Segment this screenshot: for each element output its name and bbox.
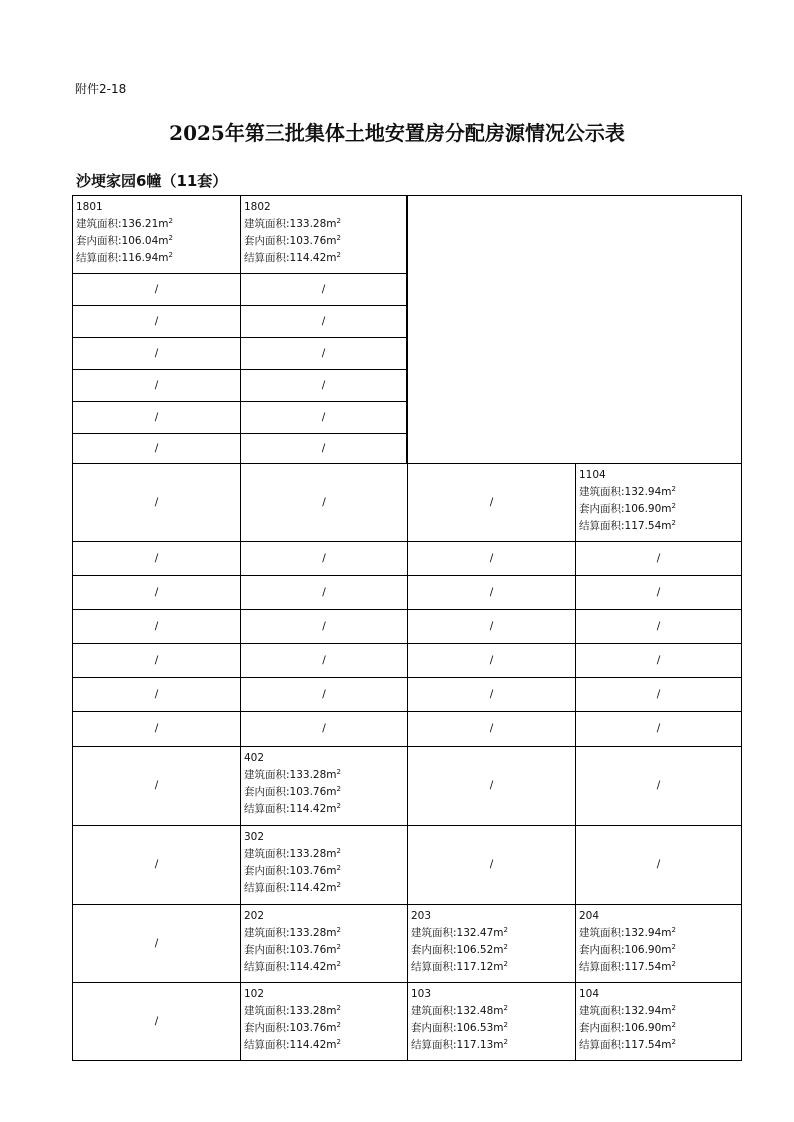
area-line: 套内面积$:103.76m^2$: [244, 234, 341, 247]
empty-mark: /: [489, 552, 494, 564]
empty-unit-cell: [575, 643, 742, 677]
empty-unit-cell: [72, 541, 240, 575]
area-line: 结算面积$:117.54m^2$: [579, 1038, 676, 1051]
empty-mark: /: [154, 1015, 159, 1027]
empty-unit-cell: [407, 609, 575, 643]
empty-unit-cell: [407, 711, 575, 746]
empty-unit-cell: [575, 677, 742, 711]
empty-unit-cell: [407, 463, 575, 541]
unit-cell-1801: [72, 195, 240, 273]
area-line: 建筑面积$:133.28m^2$: [244, 1004, 341, 1017]
unit-cell-302: [240, 825, 407, 904]
empty-unit-cell: [407, 541, 575, 575]
attachment-label: 附件2-18: [75, 82, 127, 96]
unit-number: 204: [579, 910, 600, 922]
empty-unit-cell: [575, 746, 742, 825]
empty-mark: /: [154, 779, 159, 792]
area-line: 结算面积$:114.42m^2$: [244, 881, 341, 894]
empty-unit-cell: [72, 711, 240, 746]
empty-mark: /: [656, 779, 661, 792]
building-subtitle: 沙埂家园6幢（11套）: [76, 172, 228, 190]
unit-number: 103: [411, 988, 432, 1000]
unit-cell-1802: [240, 195, 407, 273]
empty-mark: /: [489, 779, 494, 792]
area-line: 结算面积$:117.54m^2$: [579, 519, 676, 532]
empty-unit-cell: [72, 369, 240, 401]
area-line: 建筑面积$:132.47m^2$: [411, 926, 508, 939]
empty-unit-cell: [72, 677, 240, 711]
empty-unit-cell: [72, 463, 240, 541]
empty-mark: /: [154, 347, 159, 359]
page-title: 2025年第三批集体土地安置房分配房源情况公示表: [169, 121, 625, 145]
empty-mark: /: [322, 620, 326, 632]
empty-unit-cell: [240, 273, 407, 305]
empty-unit-cell: [240, 401, 407, 433]
empty-unit-cell: [72, 401, 240, 433]
empty-mark: /: [154, 654, 159, 666]
empty-mark: /: [656, 620, 661, 632]
empty-mark: /: [656, 858, 661, 871]
empty-mark: /: [322, 496, 326, 508]
empty-unit-cell: [240, 677, 407, 711]
empty-unit-cell: [240, 305, 407, 337]
area-line: 套内面积$:103.76m^2$: [244, 864, 341, 877]
empty-mark: /: [322, 586, 326, 598]
empty-unit-cell: [72, 609, 240, 643]
empty-mark: /: [154, 411, 159, 423]
empty-unit-cell: [72, 982, 240, 1061]
empty-unit-cell: [72, 273, 240, 305]
area-line: 建筑面积$:133.28m^2$: [244, 768, 341, 781]
empty-mark: /: [322, 722, 326, 735]
empty-mark: /: [322, 552, 326, 564]
unit-cell-202: [240, 904, 407, 982]
unit-cell-203: [407, 904, 575, 982]
unit-number: 104: [579, 988, 600, 1000]
empty-mark: /: [489, 586, 494, 598]
empty-mark: /: [656, 722, 661, 735]
empty-unit-cell: [575, 609, 742, 643]
empty-mark: /: [154, 688, 159, 700]
area-line: 建筑面积$:133.28m^2$: [244, 847, 341, 860]
unit-number: 1802: [244, 201, 271, 213]
empty-unit-cell: [72, 825, 240, 904]
unit-number: 1104: [579, 469, 606, 481]
empty-mark: /: [489, 858, 494, 871]
area-line: 套内面积$:103.76m^2$: [244, 785, 341, 798]
empty-unit-cell: [72, 337, 240, 369]
area-line: 套内面积$:106.52m^2$: [411, 943, 508, 956]
empty-unit-cell: [575, 825, 742, 904]
empty-unit-cell: [240, 369, 407, 401]
empty-mark: /: [489, 620, 494, 632]
area-line: 建筑面积$:132.94m^2$: [579, 1004, 676, 1017]
empty-unit-cell: [240, 711, 407, 746]
empty-unit-cell: [240, 541, 407, 575]
unit-cell-1104: [575, 463, 742, 541]
area-line: 建筑面积$:133.28m^2$: [244, 926, 341, 939]
empty-mark: /: [154, 379, 159, 391]
unit-cell-103: [407, 982, 575, 1061]
empty-unit-cell: [407, 825, 575, 904]
area-line: 结算面积$:114.42m^2$: [244, 1038, 341, 1051]
empty-mark: /: [321, 347, 326, 359]
area-line: 套内面积$:106.53m^2$: [411, 1021, 508, 1034]
empty-mark: /: [656, 586, 661, 598]
empty-unit-cell: [72, 575, 240, 609]
area-line: 结算面积$:114.42m^2$: [244, 802, 341, 815]
blank-merged-block: [407, 195, 742, 463]
unit-number: 102: [244, 988, 265, 1000]
area-line: 建筑面积$:132.48m^2$: [411, 1004, 508, 1017]
unit-number: 402: [244, 752, 265, 764]
empty-mark: /: [322, 654, 326, 666]
area-line: 结算面积$:116.94m^2$: [76, 251, 173, 264]
area-line: 结算面积$:114.42m^2$: [244, 960, 341, 973]
unit-cell-402: [240, 746, 407, 825]
unit-number: 302: [244, 831, 265, 843]
empty-mark: /: [489, 722, 494, 735]
empty-unit-cell: [407, 643, 575, 677]
empty-unit-cell: [407, 677, 575, 711]
empty-mark: /: [154, 552, 159, 564]
empty-unit-cell: [72, 904, 240, 982]
area-line: 结算面积$:117.12m^2$: [411, 960, 508, 973]
area-line: 套内面积$:106.90m^2$: [579, 943, 676, 956]
empty-unit-cell: [240, 575, 407, 609]
empty-unit-cell: [72, 643, 240, 677]
empty-mark: /: [656, 688, 661, 700]
area-line: 套内面积$:103.76m^2$: [244, 1021, 341, 1034]
empty-unit-cell: [240, 433, 407, 463]
area-line: 结算面积$:117.54m^2$: [579, 960, 676, 973]
empty-unit-cell: [72, 433, 240, 463]
empty-mark: /: [154, 496, 159, 508]
empty-unit-cell: [72, 305, 240, 337]
unit-number: 202: [244, 910, 265, 922]
area-line: 套内面积$:106.90m^2$: [579, 1021, 676, 1034]
empty-unit-cell: [407, 746, 575, 825]
empty-mark: /: [321, 379, 326, 391]
unit-cell-102: [240, 982, 407, 1061]
empty-unit-cell: [240, 643, 407, 677]
empty-mark: /: [154, 858, 159, 871]
empty-mark: /: [656, 552, 661, 564]
empty-mark: /: [489, 496, 494, 508]
area-line: 套内面积$:106.04m^2$: [76, 234, 173, 247]
area-line: 结算面积$:117.13m^2$: [411, 1038, 508, 1051]
empty-unit-cell: [575, 711, 742, 746]
empty-mark: /: [154, 620, 159, 632]
area-line: 套内面积$:103.76m^2$: [244, 943, 341, 956]
empty-mark: /: [321, 411, 326, 423]
empty-unit-cell: [575, 575, 742, 609]
area-line: 建筑面积$:132.94m^2$: [579, 926, 676, 939]
empty-mark: /: [154, 283, 159, 295]
area-line: 建筑面积$:133.28m^2$: [244, 217, 341, 230]
area-line: 套内面积$:106.90m^2$: [579, 502, 676, 515]
unit-cell-204: [575, 904, 742, 982]
unit-number: 203: [411, 910, 432, 922]
area-line: 建筑面积$:136.21m^2$: [76, 217, 173, 230]
empty-mark: /: [322, 688, 326, 700]
area-line: 建筑面积$:132.94m^2$: [579, 485, 676, 498]
empty-unit-cell: [240, 337, 407, 369]
empty-mark: /: [489, 654, 494, 666]
empty-mark: /: [321, 315, 326, 327]
empty-mark: /: [321, 283, 326, 295]
empty-mark: /: [154, 442, 159, 454]
empty-mark: /: [154, 586, 159, 598]
empty-unit-cell: [575, 541, 742, 575]
empty-mark: /: [656, 654, 661, 666]
unit-cell-104: [575, 982, 742, 1061]
empty-unit-cell: [407, 575, 575, 609]
empty-mark: /: [489, 688, 494, 700]
empty-mark: /: [154, 937, 159, 949]
empty-mark: /: [154, 315, 159, 327]
area-line: 结算面积$:114.42m^2$: [244, 251, 341, 264]
empty-mark: /: [321, 442, 326, 454]
empty-unit-cell: [240, 463, 407, 541]
empty-unit-cell: [72, 746, 240, 825]
empty-unit-cell: [240, 609, 407, 643]
empty-mark: /: [154, 722, 159, 735]
unit-number: 1801: [76, 201, 103, 213]
